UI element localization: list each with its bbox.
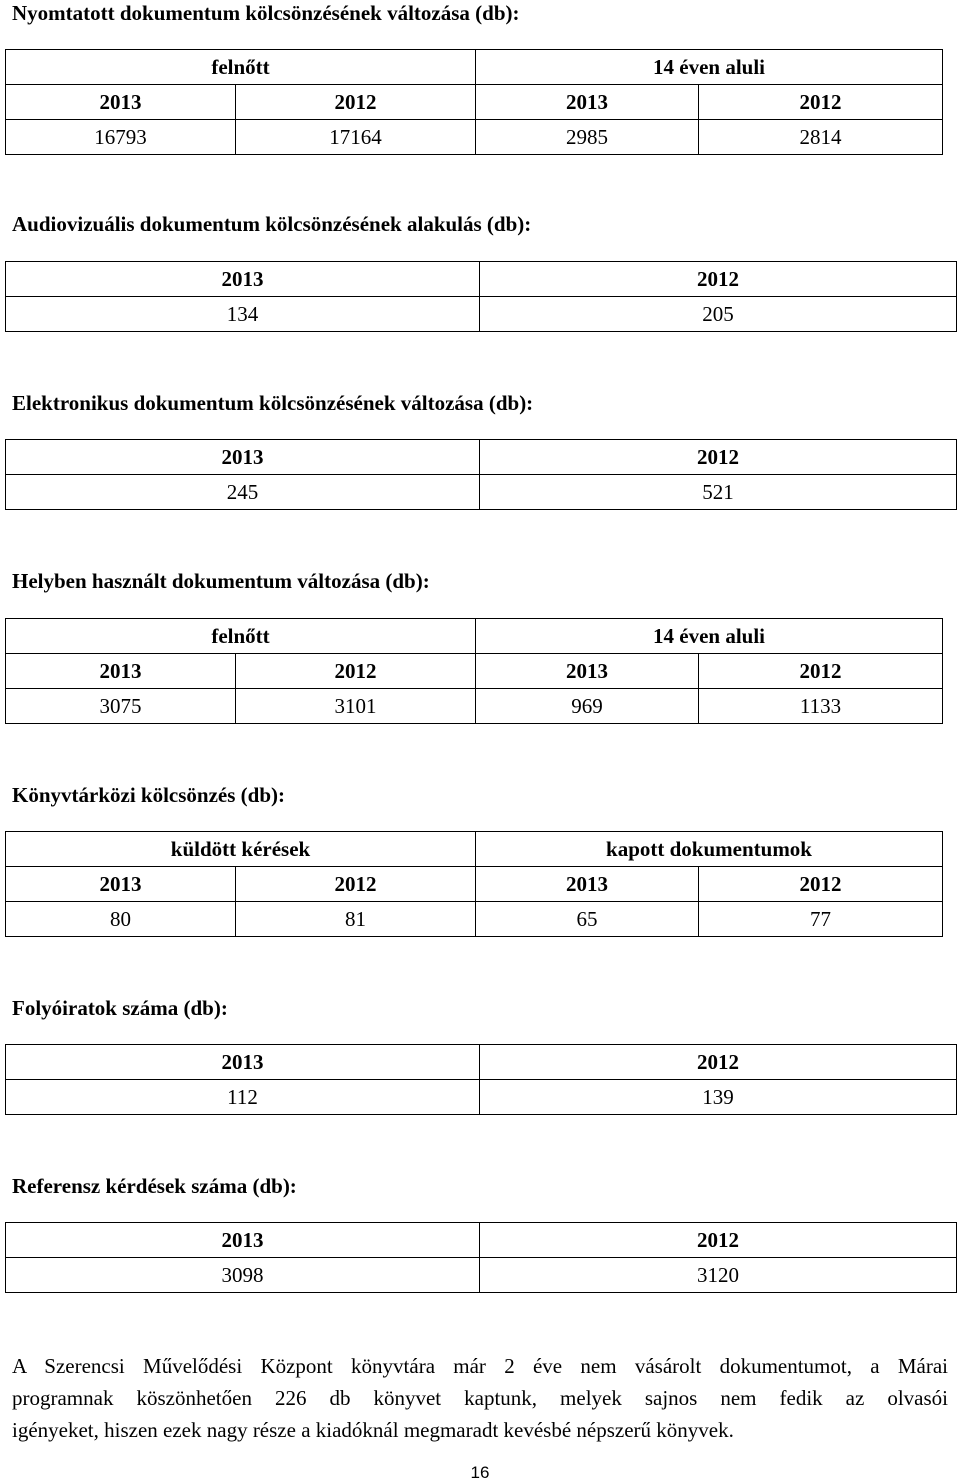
table-row (6, 1045, 957, 1080)
onsite-use-table (5, 618, 943, 724)
interlibrary-loans-heading: Könyvtárközi kölcsönzés (db): (12, 783, 285, 807)
av-loans-heading: Audiovizuális dokumentum kölcsönzésének alakulás (db): (12, 212, 532, 236)
reference-questions-table (5, 1222, 957, 1293)
value-cell: 17164 (236, 120, 476, 155)
value-cell: 969 (476, 689, 699, 724)
year-header: 2012 (236, 654, 476, 689)
value-cell: 3101 (236, 689, 476, 724)
table-row (6, 50, 943, 85)
table-row (6, 654, 943, 689)
year-header: 2013 (476, 867, 699, 902)
group-header-sent-requests: küldött kérések (6, 832, 476, 867)
table-row (6, 440, 957, 475)
electronic-loans-heading: Elektronikus dokumentum kölcsönzésének változása (db): (12, 391, 534, 415)
value-cell: 139 (480, 1080, 957, 1115)
group-header-adult: felnőtt (6, 619, 476, 654)
periodicals-heading: Folyóiratok száma (db): (12, 996, 228, 1020)
reference-questions-heading: Referensz kérdések száma (db): (12, 1174, 297, 1198)
table-row (6, 262, 957, 297)
table-row (6, 867, 943, 902)
year-header: 2012 (480, 440, 957, 475)
value-cell: 245 (6, 475, 480, 510)
page-number: 16 (470, 1463, 490, 1482)
value-cell: 65 (476, 902, 699, 937)
table-row (6, 120, 943, 155)
table-row (6, 1258, 957, 1293)
value-cell: 3098 (6, 1258, 480, 1293)
periodicals-table (5, 1044, 957, 1115)
av-loans-table (5, 261, 957, 332)
year-header: 2013 (6, 1045, 480, 1080)
table-row (6, 619, 943, 654)
value-cell: 3120 (480, 1258, 957, 1293)
table-row (6, 1080, 957, 1115)
value-cell: 134 (6, 297, 480, 332)
table-row (6, 297, 957, 332)
year-header: 2012 (236, 85, 476, 120)
table-row (6, 85, 943, 120)
value-cell: 521 (480, 475, 957, 510)
year-header: 2013 (476, 654, 699, 689)
interlibrary-loans-table (5, 831, 943, 937)
electronic-loans-table (5, 439, 957, 510)
year-header: 2012 (699, 85, 943, 120)
value-cell: 2985 (476, 120, 699, 155)
value-cell: 1133 (699, 689, 943, 724)
year-header: 2012 (480, 1223, 957, 1258)
value-cell: 112 (6, 1080, 480, 1115)
value-cell: 205 (480, 297, 957, 332)
table-row (6, 1223, 957, 1258)
year-header: 2012 (236, 867, 476, 902)
body-paragraph (12, 1350, 948, 1446)
value-cell: 3075 (6, 689, 236, 724)
print-loans-table (5, 49, 943, 155)
table-row (6, 902, 943, 937)
year-header: 2013 (6, 867, 236, 902)
table-row (6, 689, 943, 724)
year-header: 2012 (480, 1045, 957, 1080)
group-header-adult: felnőtt (6, 50, 476, 85)
onsite-use-heading: Helyben használt dokumentum változása (db): (12, 569, 430, 593)
group-header-under-14: 14 éven aluli (476, 50, 943, 85)
year-header: 2012 (699, 867, 943, 902)
group-header-received-documents: kapott dokumentumok (476, 832, 943, 867)
print-loans-heading: Nyomtatott dokumentum kölcsönzésének változása (db): (12, 1, 520, 25)
paragraph-line: A Szerencsi Művelődési Központ könyvtára már 2 éve nem vásárolt dokumentumot, a Márai (12, 1354, 948, 1378)
year-header: 2013 (6, 85, 236, 120)
year-header: 2012 (480, 262, 957, 297)
value-cell: 77 (699, 902, 943, 937)
value-cell: 16793 (6, 120, 236, 155)
table-row (6, 475, 957, 510)
group-header-under-14: 14 éven aluli (476, 619, 943, 654)
paragraph-line: igényeket, hiszen ezek nagy része a kiadóknál megmaradt kevésbé népszerű könyvek. (12, 1418, 734, 1442)
year-header: 2013 (6, 262, 480, 297)
value-cell: 81 (236, 902, 476, 937)
paragraph-line: programnak köszönhetően 226 db könyvet kaptunk, melyek sajnos nem fedik az olvasói (12, 1386, 948, 1410)
value-cell: 80 (6, 902, 236, 937)
table-row (6, 832, 943, 867)
year-header: 2012 (699, 654, 943, 689)
year-header: 2013 (6, 654, 236, 689)
year-header: 2013 (476, 85, 699, 120)
year-header: 2013 (6, 1223, 480, 1258)
value-cell: 2814 (699, 120, 943, 155)
year-header: 2013 (6, 440, 480, 475)
